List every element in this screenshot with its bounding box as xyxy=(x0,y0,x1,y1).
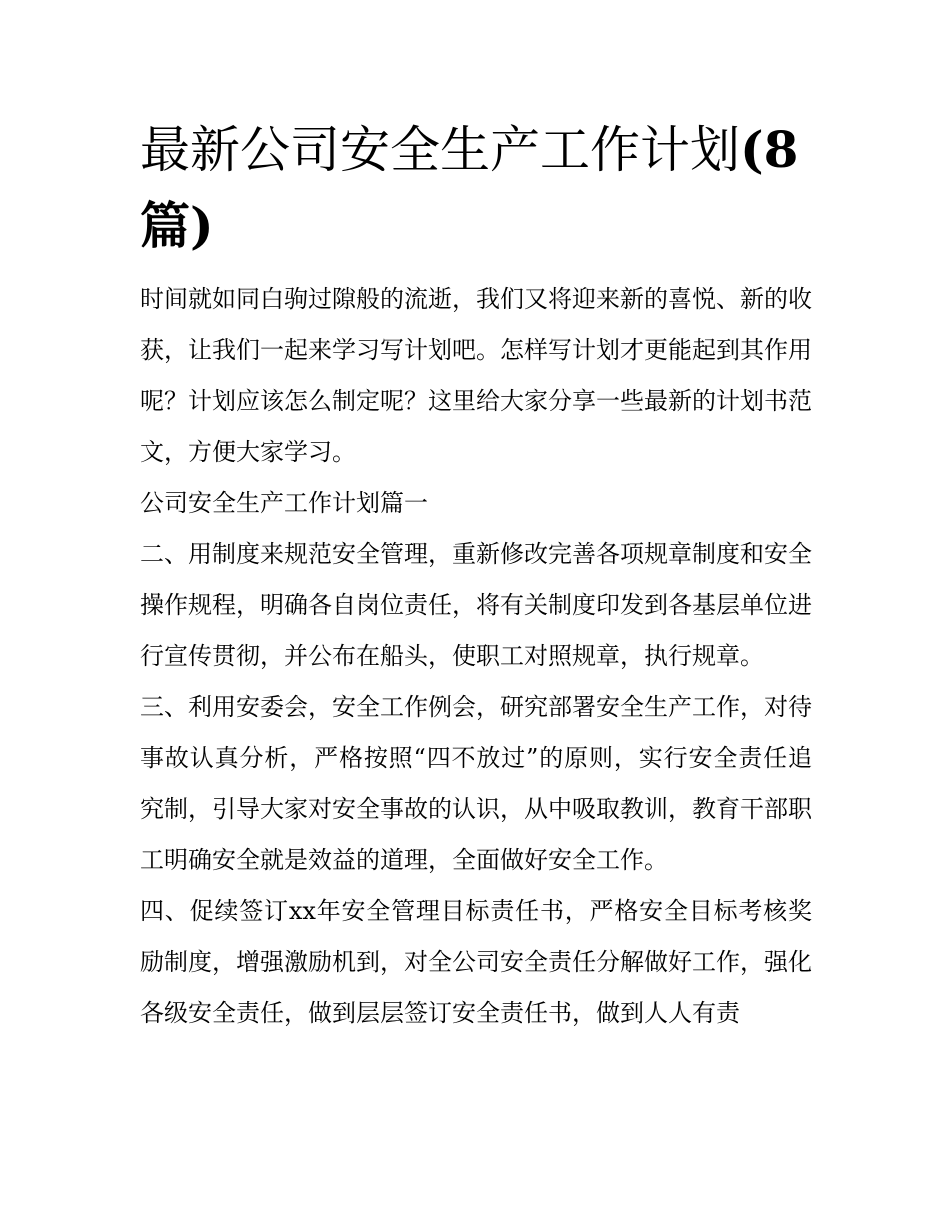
body-paragraph: 三、利用安委会，安全工作例会，研究部署安全生产工作，对待事故认真分析，严格按照“四不放过”的原则，实行安全责任追究制，引导大家对安全事故的认识，从中吸取教训，教育干部职工明确安全就是效益的道理，全面做好安全工作。 xyxy=(140,693,812,874)
section-heading: 公司安全生产工作计划篇一 xyxy=(140,489,428,517)
title-main-text: 最新公司安全生产工作计划 xyxy=(140,121,740,179)
body-paragraph: 二、用制度来规范安全管理，重新修改完善各项规章制度和安全操作规程，明确各自岗位责任，将有关制度印发到各基层单位进行宣传贯彻，并公布在船头，使职工对照规章，执行规章。 xyxy=(140,540,812,670)
document-body xyxy=(140,274,812,1039)
title-number: (8 xyxy=(740,120,799,179)
intro-paragraph: 时间就如同白驹过隙般的流逝，我们又将迎来新的喜悦、新的收获，让我们一起来学习写计划吧。怎样写计划才更能起到其作用呢？计划应该怎么制定呢？这里给大家分享一些最新的计划书范文，方便大家学习。 xyxy=(140,285,812,466)
title-end-text: 篇) xyxy=(140,196,214,255)
document-title xyxy=(140,112,810,264)
body-paragraph: 四、促续签订xx年安全管理目标责任书，严格安全目标考核奖励制度，增强激励机到，对全公司安全责任分解做好工作，强化各级安全责任，做到层层签订安全责任书，做到人人有责 xyxy=(140,897,812,1027)
